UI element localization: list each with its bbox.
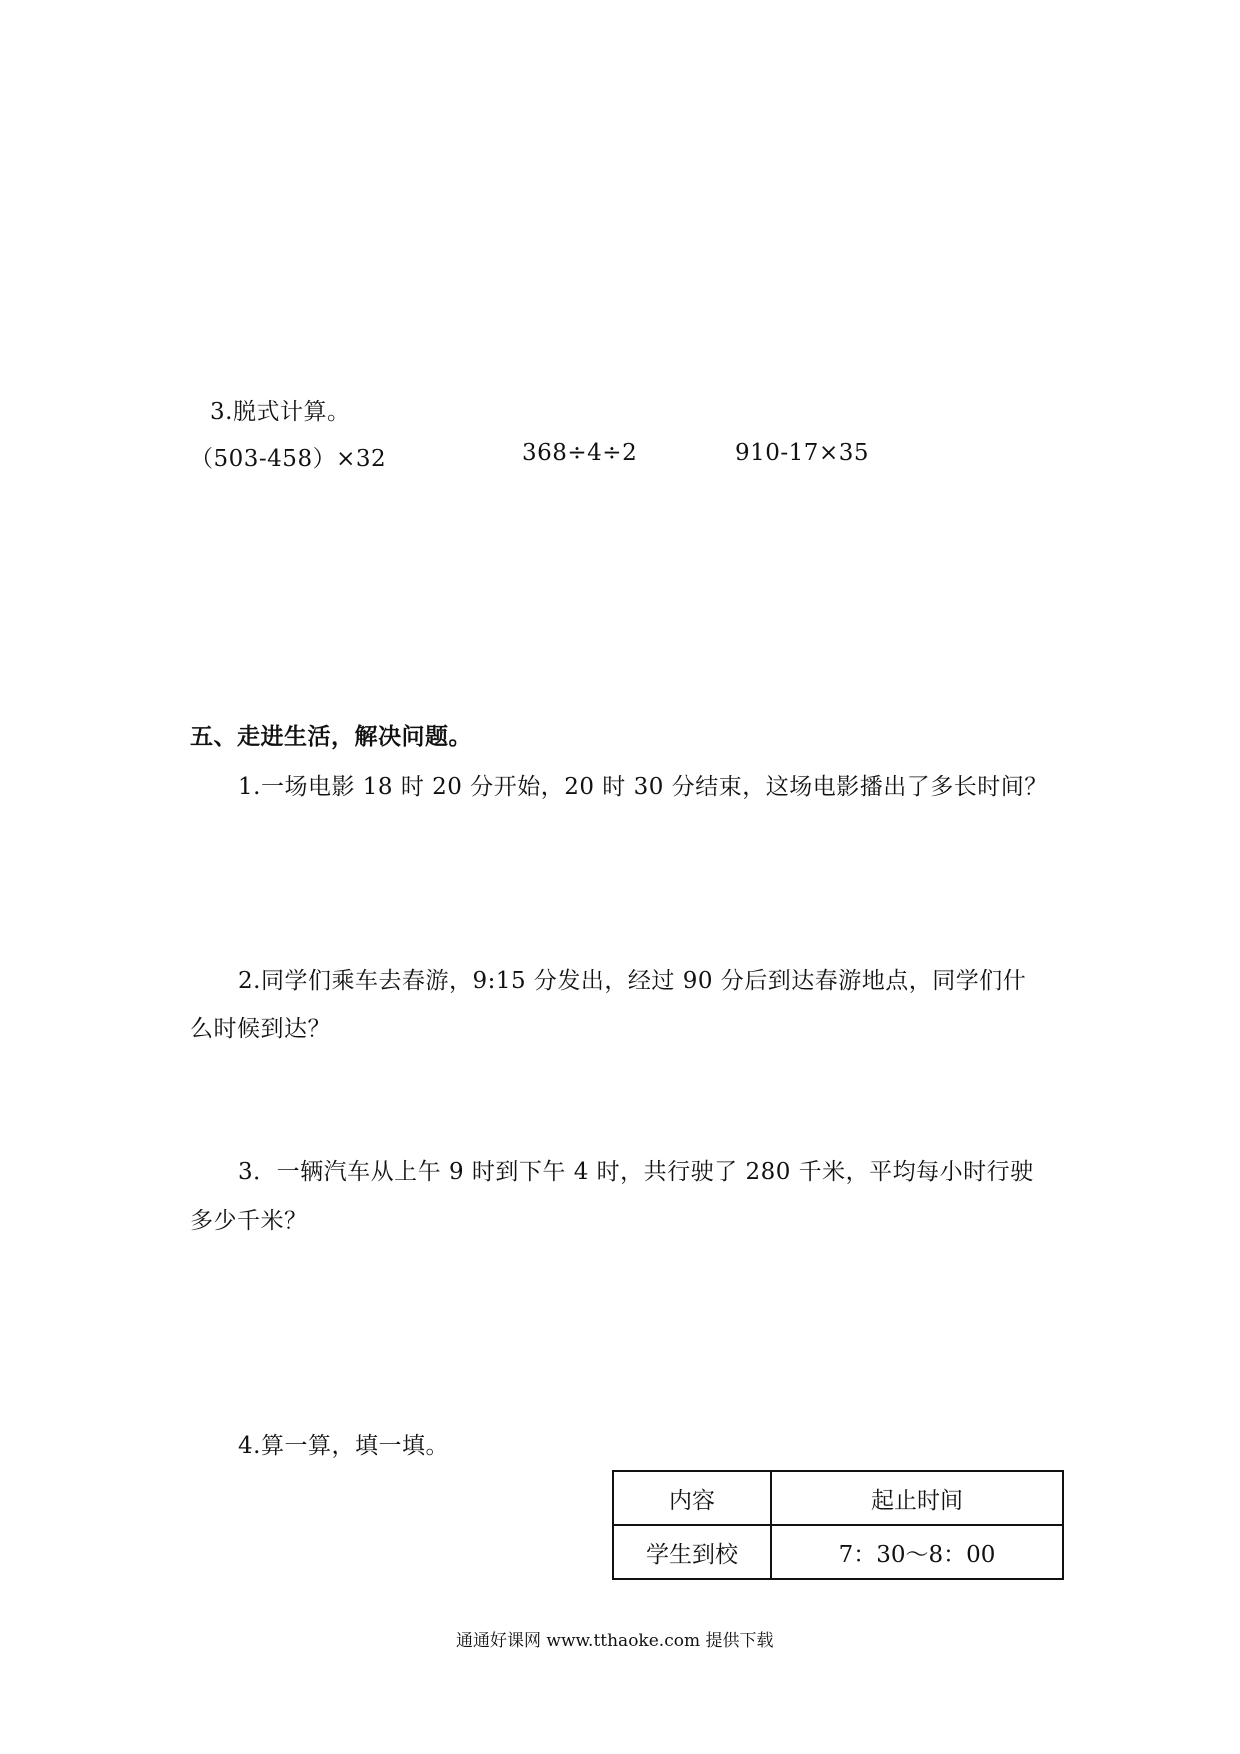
problem-3-line-1: 3．一辆汽车从上午 9 时到下午 4 时，共行驶了 280 千米，平均每小时行驶 bbox=[238, 1159, 1034, 1185]
expression-3: 910-17×35 bbox=[735, 440, 869, 466]
table-header-cell: 内容 bbox=[613, 1471, 771, 1525]
section-title: 五、走进生活，解决问题。 bbox=[190, 723, 472, 750]
expression-2: 368÷4÷2 bbox=[522, 440, 638, 466]
table-header-cell: 起止时间 bbox=[771, 1471, 1063, 1525]
page-footer: 通通好课网 www.tthaoke.com 提供下载 bbox=[456, 1631, 774, 1651]
problem-3-line-2: 多少千米？ bbox=[190, 1208, 308, 1234]
q3-title: 3.脱式计算。 bbox=[210, 399, 351, 425]
table-cell: 学生到校 bbox=[613, 1525, 771, 1579]
time-table bbox=[612, 1470, 1064, 1580]
table-row bbox=[613, 1525, 1063, 1579]
problem-2-line-2: 么时候到达？ bbox=[190, 1016, 331, 1042]
problem-1: 1.一场电影 18 时 20 分开始，20 时 30 分结束，这场电影播出了多长时间？ bbox=[238, 774, 1048, 800]
table-cell: 7：30～8：00 bbox=[771, 1525, 1063, 1579]
table-header-row bbox=[613, 1471, 1063, 1525]
expression-1: （503-458）×32 bbox=[190, 446, 387, 472]
problem-2-line-1: 2.同学们乘车去春游，9:15 分发出，经过 90 分后到达春游地点，同学们什 bbox=[238, 968, 1027, 994]
problem-4-title: 4.算一算，填一填。 bbox=[238, 1433, 449, 1459]
